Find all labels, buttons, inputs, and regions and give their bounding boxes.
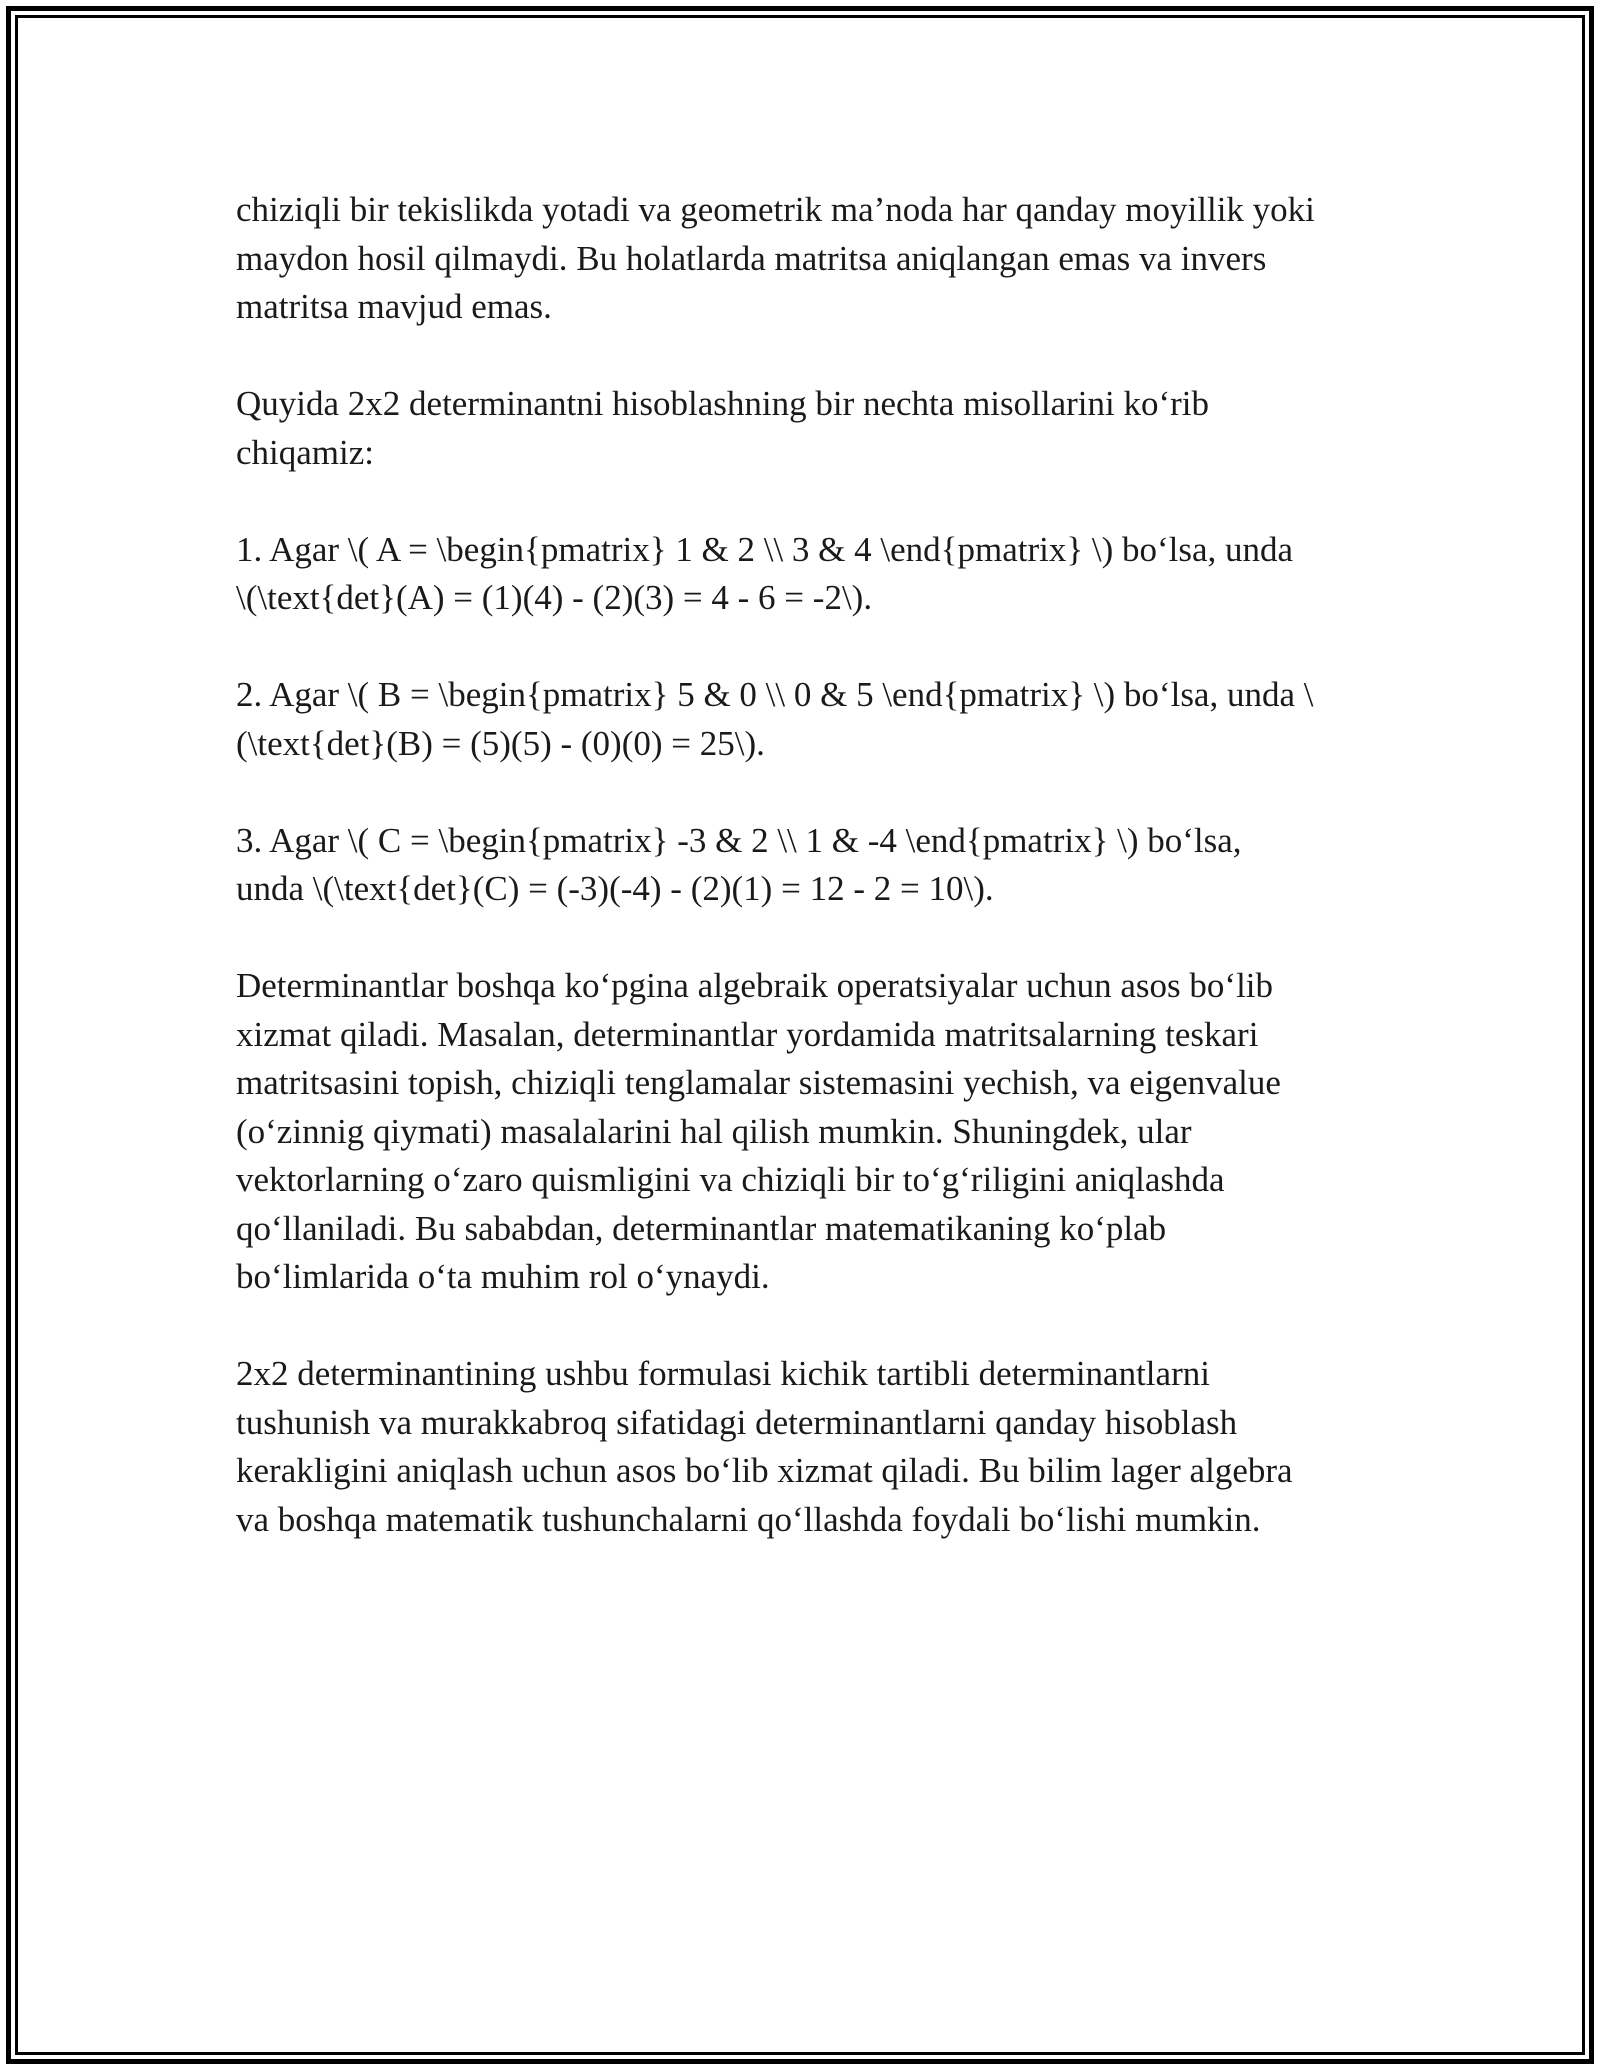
example-3: 3. Agar \( C = \begin{pmatrix} -3 & 2 \\ 1 & -4 \end{pmatrix} \) bo‘lsa, unda \(\text{det}(C) = (-3)(-4) - (2)(1) = 12 - 2 = 10\). (236, 820, 1242, 908)
example-2: 2. Agar \( B = \begin{pmatrix} 5 & 0 \\ 0 & 5 \end{pmatrix} \) bo‘lsa, unda \ (\text{det}(B) = (5)(5) - (0)(0) = 25\). (236, 675, 1314, 763)
paragraph-examples-intro: Quyida 2x2 determinantni hisoblashning bir nechta misollarini ko‘rib chiqamiz: (236, 384, 1210, 472)
paragraph-continuation: chiziqli bir tekislikda yotadi va geometrik ma’noda har qanday moyillik yoki maydon hosil qilmaydi. Bu holatlarda matritsa aniqlangan emas va invers matritsa mavjud emas. (236, 190, 1315, 326)
paragraph-conclusion: 2x2 determinantining ushbu formulasi kichik tartibli determinantlarni tushunish va murakkabroq sifatidagi determinantlarni qanday hisoblash kerakligini aniqlash uchun asos bo‘lib xizmat qiladi. Bu bilim lager algebra va boshqa matematik tushunchalarni qo‘llashda foydali bo‘lishi mumkin. (236, 1354, 1293, 1539)
document-body (236, 186, 1376, 1544)
example-1: 1. Agar \( A = \begin{pmatrix} 1 & 2 \\ 3 & 4 \end{pmatrix} \) bo‘lsa, unda \(\text{det}(A) = (1)(4) - (2)(3) = 4 - 6 = -2\). (236, 529, 1294, 617)
paragraph-determinant-uses: Determinantlar boshqa ko‘pgina algebraik operatsiyalar uchun asos bo‘lib xizmat qiladi. Masalan, determinantlar yordamida matritsalarning teskari matritsasini topish, chiziqli tenglamalar sistemasini yechish, va eigenvalue (o‘zinnig qiymati) masalalarini hal qilish mumkin. Shuningdek, ular vektorlarning o‘zaro quismligini va chiziqli bir to‘g‘riligini aniqlashda qo‘llaniladi. Bu sababdan, determinantlar matematikaning ko‘plab bo‘limlarida o‘ta muhim rol o‘ynaydi. (236, 966, 1281, 1296)
